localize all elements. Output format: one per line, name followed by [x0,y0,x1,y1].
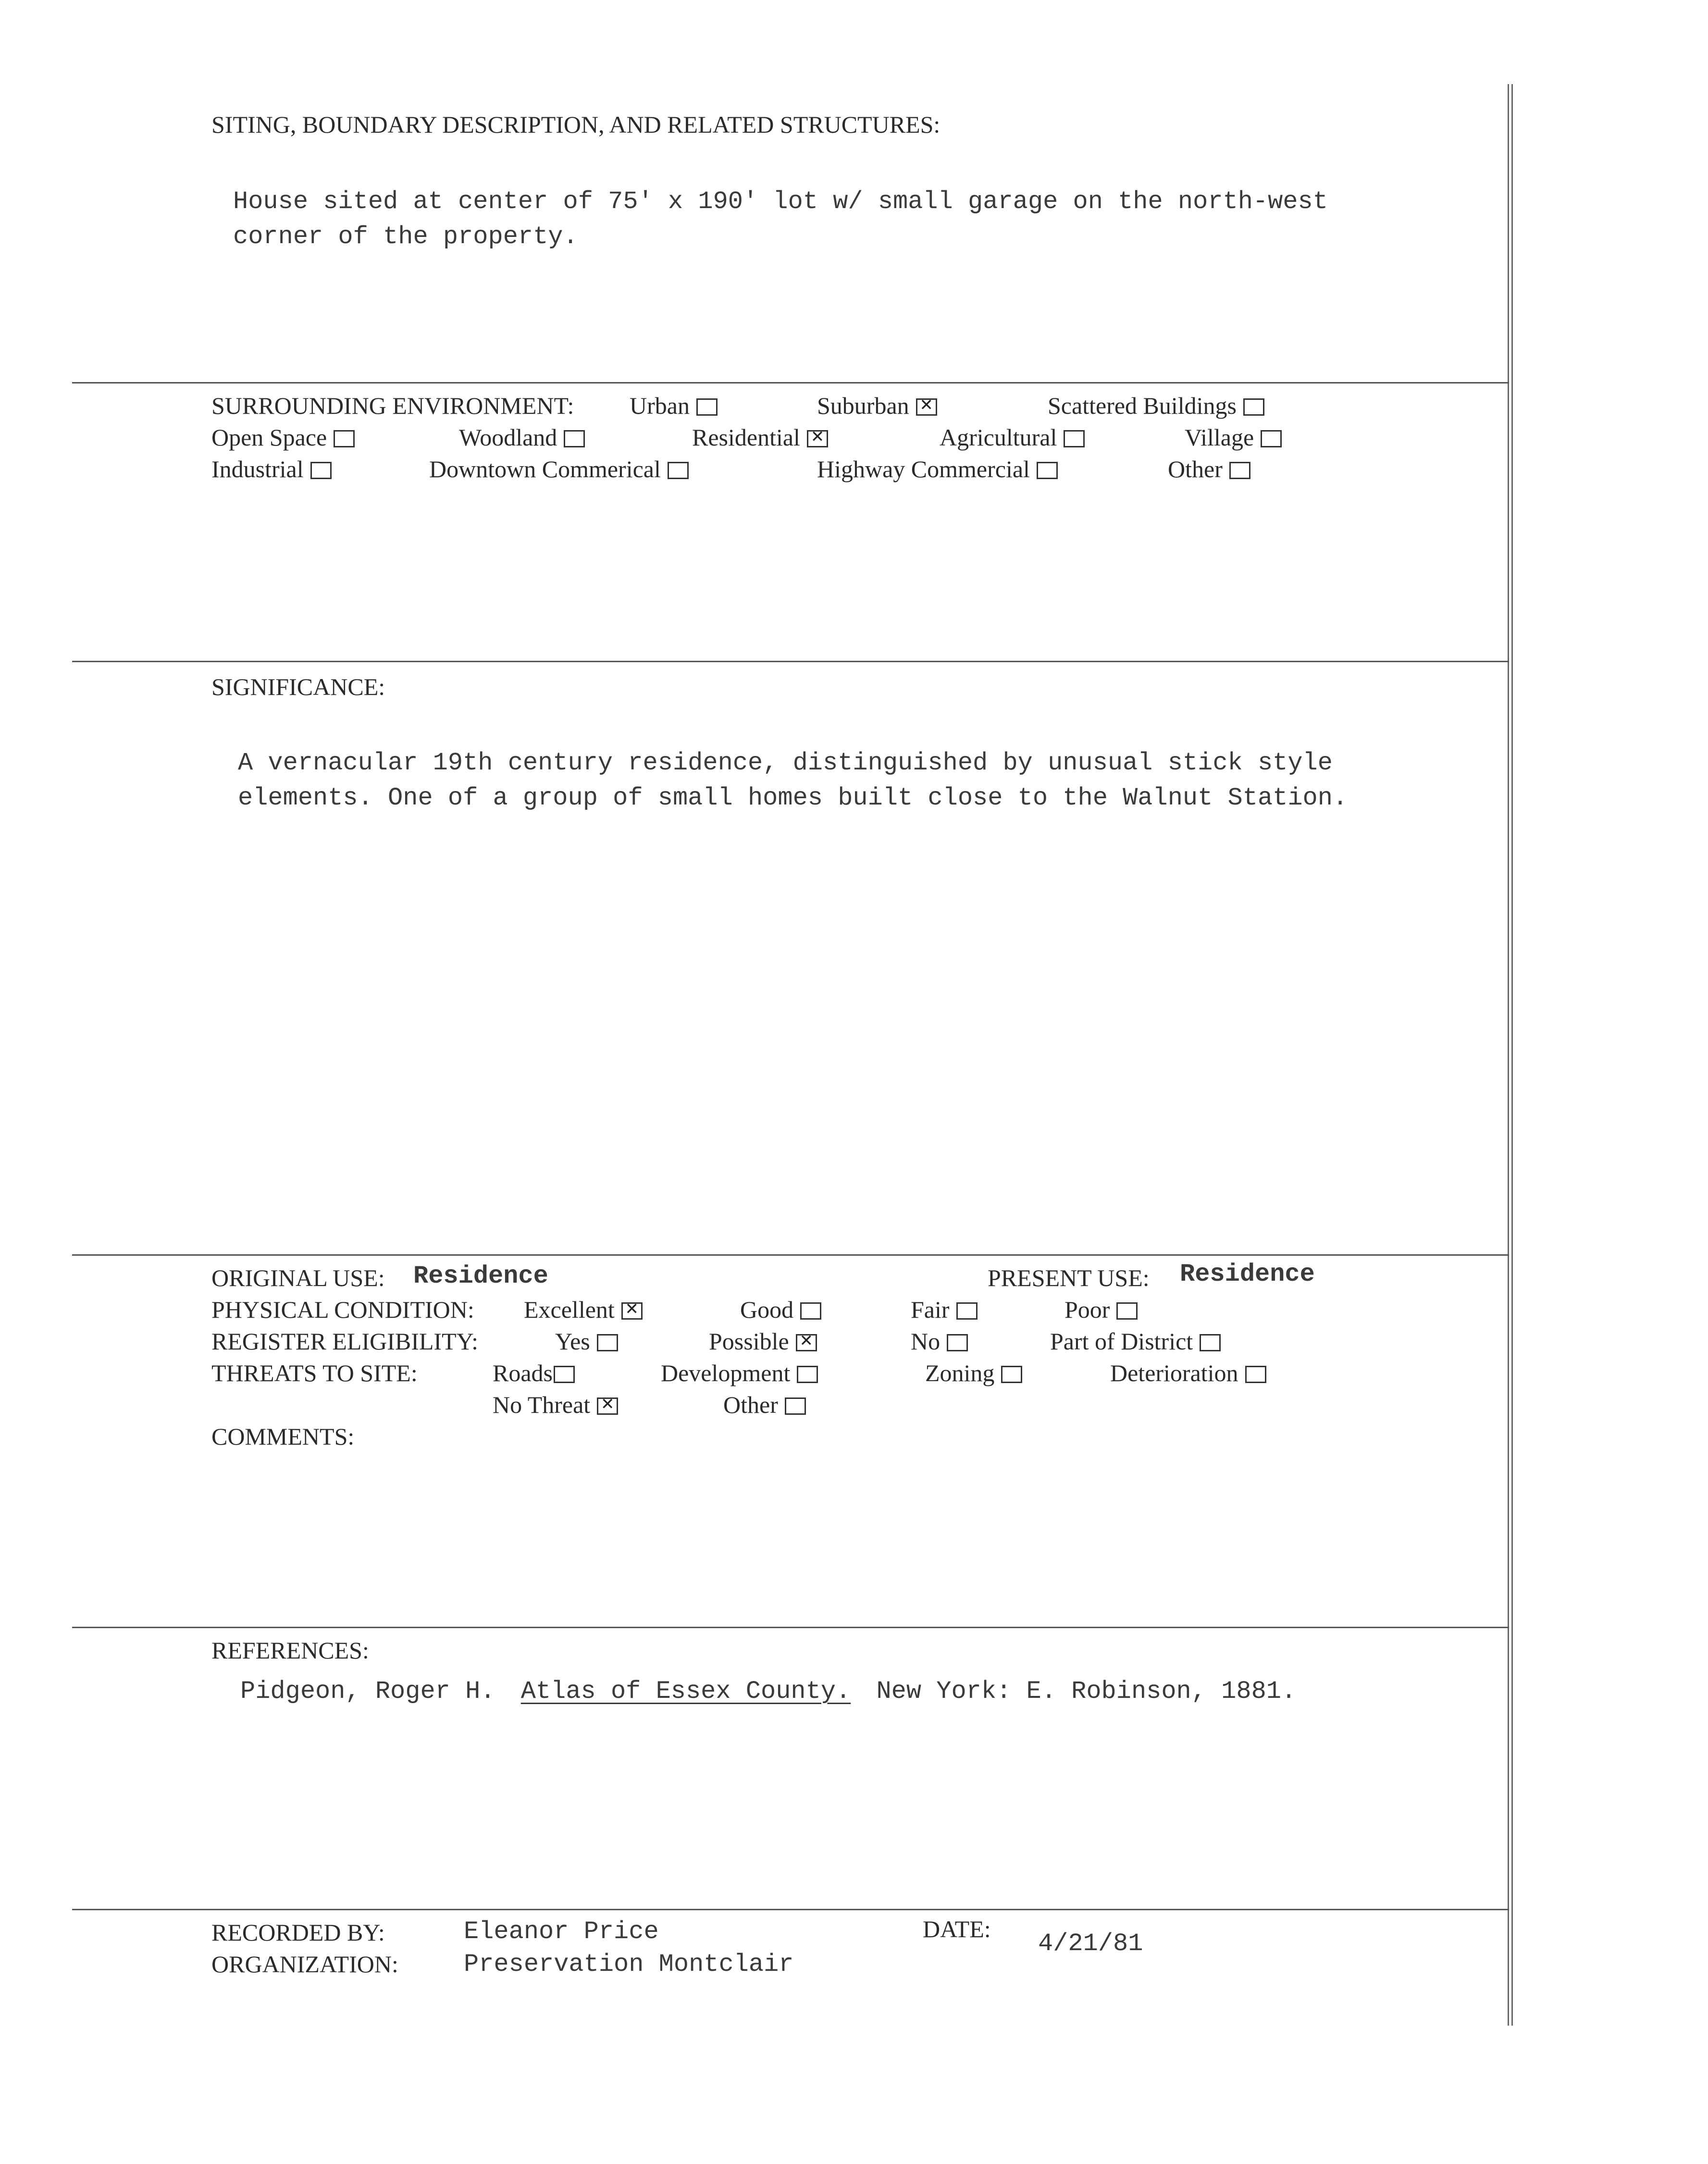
env-option-highway-commercial[interactable]: Highway Commercial [817,455,1058,483]
threat-checkbox-roads[interactable] [554,1366,575,1383]
threat-checkbox-other[interactable] [785,1397,806,1415]
section-divider [72,1909,1509,1910]
siting-text-line2: corner of the property. [233,223,578,251]
significance-text-line2: elements. One of a group of small homes built close to the Walnut Station. [238,784,1348,812]
significance-text-line1: A vernacular 19th century residence, distinguished by unusual stick style [238,749,1333,777]
section-divider [72,1254,1509,1256]
env-option-woodland[interactable]: Woodland [459,423,585,451]
original-use-value: Residence [413,1262,548,1290]
threat-option-deterioration[interactable]: Deterioration [1110,1359,1266,1387]
threat-option-roads[interactable]: Roads [493,1359,575,1387]
siting-heading: SITING, BOUNDARY DESCRIPTION, AND RELATED STRUCTURES: [211,111,941,138]
eligibility-option-part-of-district[interactable]: Part of District [1050,1327,1221,1355]
env-checkbox-woodland[interactable] [564,430,585,447]
condition-checkbox-poor[interactable] [1116,1302,1138,1320]
right-border-line-inner [1511,84,1513,2026]
significance-heading: SIGNIFICANCE: [211,673,385,700]
condition-checkbox-good[interactable] [800,1302,821,1320]
threat-checkbox-zoning[interactable] [1001,1366,1022,1383]
register-eligibility-label: REGISTER ELIGIBILITY: [211,1328,479,1355]
env-option-village[interactable]: Village [1185,423,1282,451]
threat-checkbox-development[interactable] [797,1366,818,1383]
right-border-line [1508,84,1509,2026]
threat-option-other[interactable]: Other [723,1391,806,1419]
env-option-other[interactable]: Other [1168,455,1250,483]
env-option-suburban[interactable]: Suburban✕ [817,392,937,420]
organization-value: Preservation Montclair [464,1950,794,1979]
eligibility-option-no[interactable]: No [911,1327,968,1355]
eligibility-option-yes[interactable]: Yes [555,1327,618,1355]
condition-option-fair[interactable]: Fair [911,1296,978,1323]
date-label: DATE: [923,1916,991,1942]
siting-text-line1: House sited at center of 75' x 190' lot w/ small garage on the north-west [233,187,1328,216]
original-use-label: ORIGINAL USE: [211,1264,385,1291]
env-checkbox-suburban[interactable] [916,398,937,416]
references-heading: REFERENCES: [211,1637,369,1664]
env-checkbox-other[interactable] [1229,462,1250,479]
env-option-residential[interactable]: Residential✕ [692,423,828,451]
reference-entry [240,1677,1296,1706]
reference-publisher: New York: E. Robinson, 1881. [876,1677,1297,1706]
eligibility-checkbox-no[interactable] [947,1334,968,1351]
env-checkbox-highway-commercial[interactable] [1037,462,1058,479]
env-option-agricultural[interactable]: Agricultural [940,423,1085,451]
reference-title: Atlas of Essex County. [520,1677,851,1706]
env-checkbox-urban[interactable] [696,398,718,416]
section-divider [72,382,1509,383]
physical-condition-label: PHYSICAL CONDITION: [211,1296,474,1323]
organization-label: ORGANIZATION: [211,1951,398,1978]
condition-checkbox-excellent[interactable] [621,1302,643,1320]
env-option-urban[interactable]: Urban [630,392,718,420]
threats-label: THREATS TO SITE: [211,1360,418,1386]
environment-heading: SURROUNDING ENVIRONMENT: [211,392,574,419]
env-option-scattered-buildings[interactable]: Scattered Buildings [1048,392,1264,420]
threat-option-development[interactable]: Development [661,1359,818,1387]
env-checkbox-open-space[interactable] [334,430,355,447]
eligibility-checkbox-yes[interactable] [597,1334,618,1351]
env-checkbox-industrial[interactable] [310,462,332,479]
threat-checkbox-deterioration[interactable] [1245,1366,1266,1383]
eligibility-checkbox-possible[interactable] [796,1334,817,1351]
env-checkbox-residential[interactable] [807,430,828,447]
condition-option-excellent[interactable]: Excellent✕ [524,1296,643,1323]
env-checkbox-scattered-buildings[interactable] [1243,398,1264,416]
env-checkbox-downtown-commercial[interactable] [668,462,689,479]
env-option-open-space[interactable]: Open Space [211,423,355,451]
condition-option-poor[interactable]: Poor [1064,1296,1138,1323]
section-divider [72,661,1509,662]
threat-option-no-threat[interactable]: No Threat✕ [493,1391,618,1419]
reference-author: Pidgeon, Roger H. [240,1677,495,1706]
env-option-downtown-commercial[interactable]: Downtown Commerical [429,455,689,483]
eligibility-checkbox-part-of-district[interactable] [1200,1334,1221,1351]
env-checkbox-agricultural[interactable] [1064,430,1085,447]
comments-label: COMMENTS: [211,1423,355,1450]
date-value: 4/21/81 [1038,1929,1143,1958]
threat-option-zoning[interactable]: Zoning [925,1359,1022,1387]
eligibility-option-possible[interactable]: Possible✕ [709,1327,817,1355]
env-checkbox-village[interactable] [1261,430,1282,447]
recorded-by-value: Eleanor Price [464,1917,659,1946]
present-use-label: PRESENT USE: [988,1264,1150,1291]
threat-checkbox-no-threat[interactable] [597,1397,618,1415]
section-divider [72,1627,1509,1628]
present-use-value: Residence [1180,1260,1315,1288]
condition-option-good[interactable]: Good [740,1296,821,1323]
recorded-by-label: RECORDED BY: [211,1919,385,1946]
env-option-industrial[interactable]: Industrial [211,455,332,483]
condition-checkbox-fair[interactable] [956,1302,978,1320]
